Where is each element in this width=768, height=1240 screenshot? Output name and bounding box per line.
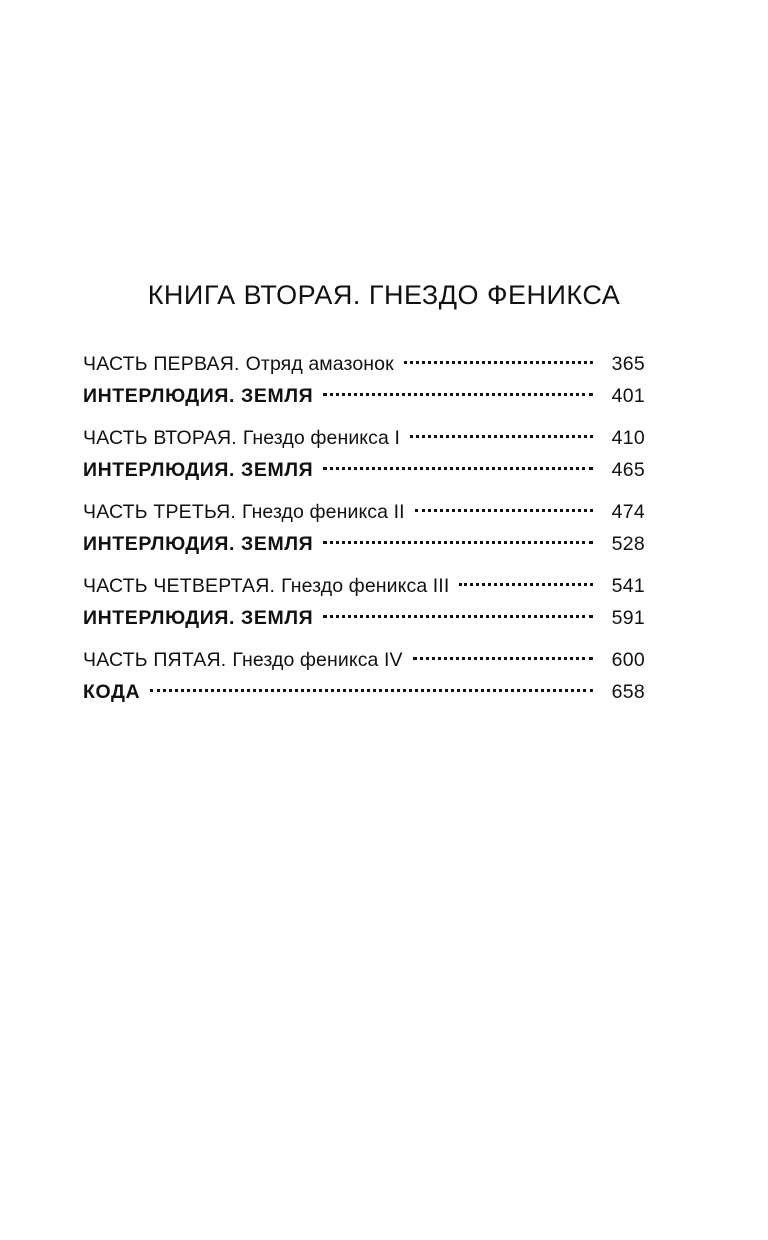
part-name: Гнездо феникса III <box>281 575 450 597</box>
part-name: Гнездо феникса IV <box>232 649 403 671</box>
part-name: Гнездо феникса II <box>242 501 405 523</box>
dot-leader <box>410 435 593 438</box>
toc-entry-interlude[interactable] <box>83 528 645 560</box>
entry-title: ИНТЕРЛЮДИЯ. ЗЕМЛЯ <box>83 459 314 481</box>
entry-title <box>83 348 394 380</box>
entry-title: ИНТЕРЛЮДИЯ. ЗЕМЛЯ <box>83 607 314 629</box>
toc-entry-part[interactable] <box>83 570 645 602</box>
entry-title <box>83 496 405 528</box>
toc-group <box>83 644 645 708</box>
page-number: 401 <box>611 385 645 407</box>
table-of-contents <box>83 348 645 718</box>
dot-leader <box>323 615 593 618</box>
toc-entry-interlude[interactable] <box>83 602 645 634</box>
part-label: ЧАСТЬ ЧЕТВЕРТАЯ. <box>83 575 276 597</box>
page-number: 658 <box>611 681 645 703</box>
toc-group <box>83 348 645 412</box>
part-label: ЧАСТЬ ТРЕТЬЯ. <box>83 501 236 523</box>
page-number: 410 <box>611 427 645 449</box>
toc-entry-interlude[interactable] <box>83 454 645 486</box>
entry-title: КОДА <box>83 681 141 703</box>
page-number: 465 <box>611 459 645 481</box>
dot-leader <box>323 541 593 544</box>
entry-title: ИНТЕРЛЮДИЯ. ЗЕМЛЯ <box>83 533 314 555</box>
dot-leader <box>404 361 593 364</box>
page-number: 600 <box>611 649 645 671</box>
toc-entry-part[interactable] <box>83 644 645 676</box>
toc-entry-coda[interactable] <box>83 676 645 708</box>
part-label: ЧАСТЬ ВТОРАЯ. <box>83 427 237 449</box>
dot-leader <box>150 689 593 692</box>
book-title: КНИГА ВТОРАЯ. ГНЕЗДО ФЕНИКСА <box>147 280 621 310</box>
entry-title <box>83 644 403 676</box>
dot-leader <box>415 509 593 512</box>
page-number: 365 <box>611 353 645 375</box>
entry-title: ИНТЕРЛЮДИЯ. ЗЕМЛЯ <box>83 385 314 407</box>
toc-entry-part[interactable] <box>83 422 645 454</box>
toc-group <box>83 496 645 560</box>
page-number: 474 <box>611 501 645 523</box>
toc-entry-part[interactable] <box>83 496 645 528</box>
dot-leader <box>323 393 593 396</box>
part-label: ЧАСТЬ ПЯТАЯ. <box>83 649 227 671</box>
page-number: 591 <box>611 607 645 629</box>
part-label: ЧАСТЬ ПЕРВАЯ. <box>83 353 240 375</box>
part-name: Гнездо феникса I <box>242 427 400 449</box>
toc-entry-interlude[interactable] <box>83 380 645 412</box>
part-name: Отряд амазонок <box>245 353 394 375</box>
entry-title <box>83 570 449 602</box>
page-number: 541 <box>611 575 645 597</box>
page-number: 528 <box>611 533 645 555</box>
dot-leader <box>413 657 593 660</box>
toc-entry-part[interactable] <box>83 348 645 380</box>
dot-leader <box>459 583 593 586</box>
entry-title <box>83 422 400 454</box>
toc-group <box>83 422 645 486</box>
dot-leader <box>323 467 593 470</box>
toc-group <box>83 570 645 634</box>
